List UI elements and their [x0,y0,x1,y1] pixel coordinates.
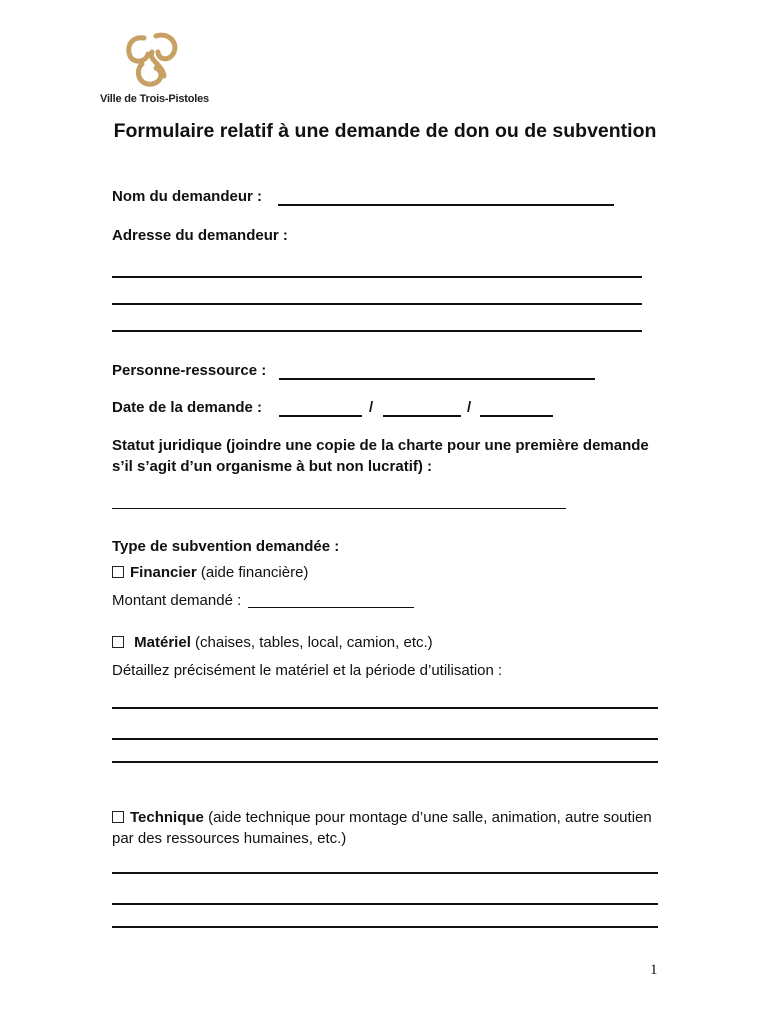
technical-description: (aide technique pour montage d’une salle, animation, autre soutien par des ressources humaines, etc.) [112,809,652,847]
request-date-label: Date de la demande : [112,399,263,416]
date-year-field[interactable] [480,415,553,417]
material-detail-line-2[interactable] [112,738,658,740]
material-detail-line-1[interactable] [112,707,658,709]
technical-checkbox[interactable] [112,811,124,823]
city-name: Ville de Trois-Pistoles [100,93,209,105]
page-number: 1 [650,962,658,978]
address-line-3[interactable] [112,330,642,332]
material-description: (chaises, tables, local, camion, etc.) [195,634,433,651]
material-label: Matériel [134,634,191,651]
applicant-name-field[interactable] [278,204,614,206]
date-month-field[interactable] [383,415,461,417]
material-detail-label: Détaillez précisément le matériel et la période d’utilisation : [112,662,503,679]
date-separator: / [369,399,374,416]
material-option[interactable] [112,634,433,651]
contact-person-field[interactable] [279,378,595,380]
address-line-2[interactable] [112,303,642,305]
amount-label: Montant demandé : [112,592,242,609]
legal-status-label: Statut juridique (joindre une copie de la charte pour une première demande s’il s’agit d’un organisme à but non lucratif) : [112,437,649,475]
technical-label: Technique [130,809,204,826]
technical-detail-line-2[interactable] [112,903,658,905]
amount-field[interactable] [248,607,414,608]
city-emblem-icon [122,32,184,90]
date-separator: / [467,399,472,416]
city-logo [100,32,212,110]
financial-option[interactable] [112,564,308,581]
technical-detail-line-3[interactable] [112,926,658,928]
technical-detail-line-1[interactable] [112,872,658,874]
address-line-1[interactable] [112,276,642,278]
financial-checkbox[interactable] [112,566,124,578]
financial-description: (aide financière) [200,564,309,581]
subsidy-type-heading: Type de subvention demandée : [112,538,340,555]
technical-option[interactable] [112,807,652,849]
date-day-field[interactable] [279,415,362,417]
material-checkbox[interactable] [112,636,124,648]
material-detail-line-3[interactable] [112,761,658,763]
contact-person-label: Personne-ressource : [112,362,267,379]
financial-label: Financier [130,564,197,581]
legal-status-field[interactable] [112,508,566,509]
form-title: Formulaire relatif à une demande de don ou de subvention [113,120,657,142]
applicant-address-label: Adresse du demandeur : [112,227,288,244]
applicant-name-label: Nom du demandeur : [112,188,263,205]
